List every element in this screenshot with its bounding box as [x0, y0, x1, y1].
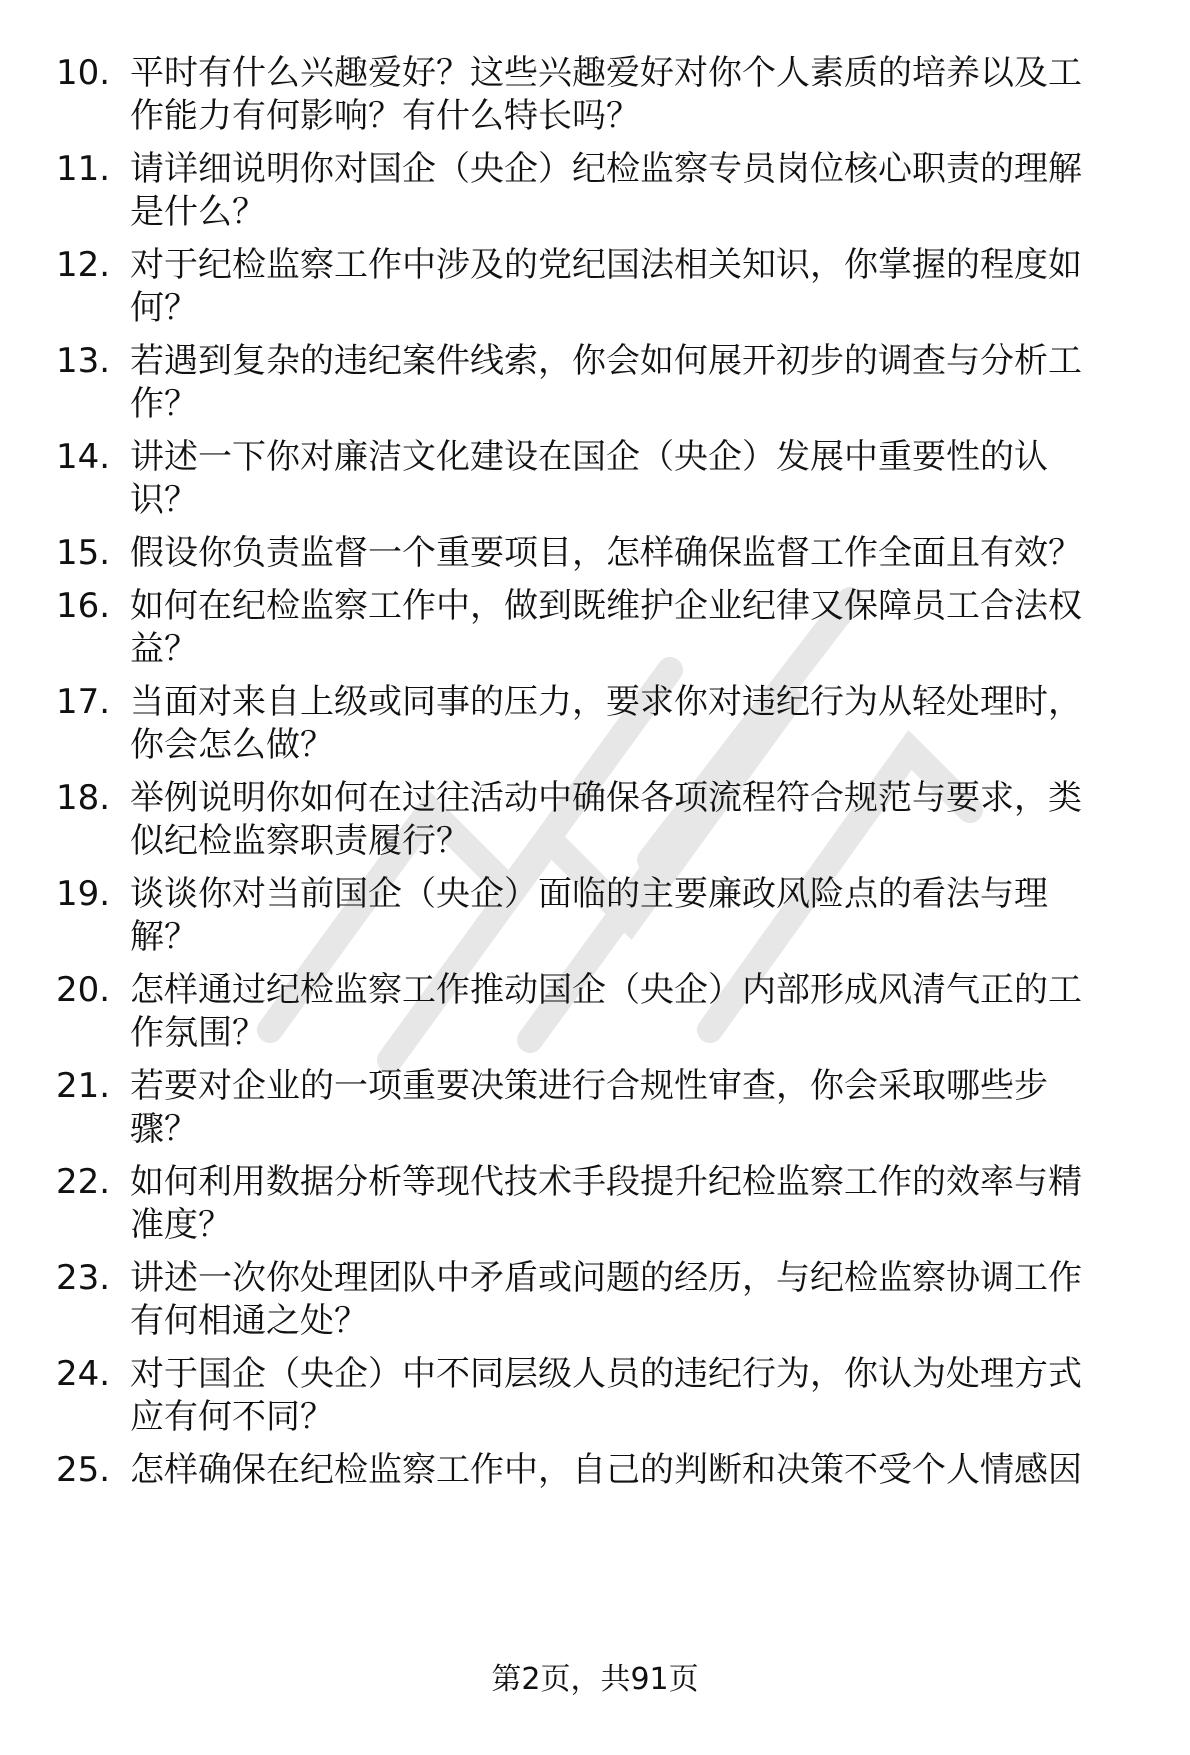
question-number: 18.: [56, 778, 111, 818]
question-line: 益？: [130, 629, 198, 669]
question-line: 假设你负责监督一个重要项目，怎样确保监督工作全面且有效？: [130, 533, 1082, 573]
question-line: 讲述一次你处理团队中矛盾或问题的经历，与纪检监察协调工作: [130, 1258, 1082, 1298]
question-line: 平时有什么兴趣爱好？这些兴趣爱好对你个人素质的培养以及工: [130, 53, 1082, 93]
list-item: [0, 1161, 1190, 1261]
question-line: 如何利用数据分析等现代技术手段提升纪检监察工作的效率与精: [130, 1162, 1082, 1202]
question-line: 应有何不同？: [130, 1397, 334, 1437]
question-number: 16.: [56, 586, 111, 626]
question-line: 谈谈你对当前国企（央企）面临的主要廉政风险点的看法与理: [130, 874, 1048, 914]
list-item: [0, 436, 1190, 536]
question-number: 19.: [56, 874, 111, 914]
question-number: 17.: [56, 682, 111, 722]
list-item: [0, 1257, 1190, 1357]
list-item: [0, 340, 1190, 440]
question-line: 何？: [130, 288, 198, 328]
question-line: 作氛围？: [130, 1013, 266, 1053]
question-line: 若要对企业的一项重要决策进行合规性审查，你会采取哪些步: [130, 1066, 1048, 1106]
list-item: [0, 777, 1190, 877]
question-line: 你会怎么做？: [130, 725, 334, 765]
question-number: 14.: [56, 437, 111, 477]
question-line: 骤？: [130, 1109, 198, 1149]
list-item: [0, 873, 1190, 973]
list-item: [0, 969, 1190, 1069]
question-line: 举例说明你如何在过往活动中确保各项流程符合规范与要求，类: [130, 778, 1082, 818]
question-line: 讲述一下你对廉洁文化建设在国企（央企）发展中重要性的认: [130, 437, 1048, 477]
list-item: [0, 1065, 1190, 1165]
question-line: 如何在纪检监察工作中，做到既维护企业纪律又保障员工合法权: [130, 586, 1082, 626]
question-number: 15.: [56, 533, 111, 573]
list-item: [0, 585, 1190, 685]
question-line: 若遇到复杂的违纪案件线索，你会如何展开初步的调查与分析工: [130, 341, 1082, 381]
question-number: 13.: [56, 341, 111, 381]
question-line: 对于纪检监察工作中涉及的党纪国法相关知识，你掌握的程度如: [130, 245, 1082, 285]
list-item: [0, 1353, 1190, 1453]
question-number: 12.: [56, 245, 111, 285]
question-line: 怎样通过纪检监察工作推动国企（央企）内部形成风清气正的工: [130, 970, 1082, 1010]
question-line: 当面对来自上级或同事的压力，要求你对违纪行为从轻处理时，: [130, 682, 1082, 722]
question-line: 是什么？: [130, 192, 266, 232]
question-line: 作能力有何影响？有什么特长吗？: [130, 96, 640, 136]
question-line: 有何相通之处？: [130, 1301, 368, 1341]
page-number: 第2页，共91页: [491, 1662, 699, 1697]
question-number: 21.: [56, 1066, 111, 1106]
list-item: [0, 1449, 1190, 1549]
question-line: 请详细说明你对国企（央企）纪检监察专员岗位核心职责的理解: [130, 149, 1082, 189]
question-number: 10.: [56, 53, 111, 93]
list-item: [0, 148, 1190, 248]
question-line: 似纪检监察职责履行？: [130, 821, 470, 861]
question-number: 24.: [56, 1354, 111, 1394]
list-item: [0, 681, 1190, 781]
question-line: 识？: [130, 480, 198, 520]
list-item: [0, 244, 1190, 344]
question-number: 11.: [56, 149, 111, 189]
question-line: 对于国企（央企）中不同层级人员的违纪行为，你认为处理方式: [130, 1354, 1082, 1394]
question-line: 怎样确保在纪检监察工作中，自己的判断和决策不受个人情感因: [130, 1450, 1082, 1490]
question-line: 解？: [130, 917, 198, 957]
question-line: 准度？: [130, 1205, 232, 1245]
question-number: 22.: [56, 1162, 111, 1202]
list-item: [0, 52, 1190, 152]
question-number: 25.: [56, 1450, 111, 1490]
question-number: 23.: [56, 1258, 111, 1298]
question-number: 20.: [56, 970, 111, 1010]
question-line: 作？: [130, 384, 198, 424]
